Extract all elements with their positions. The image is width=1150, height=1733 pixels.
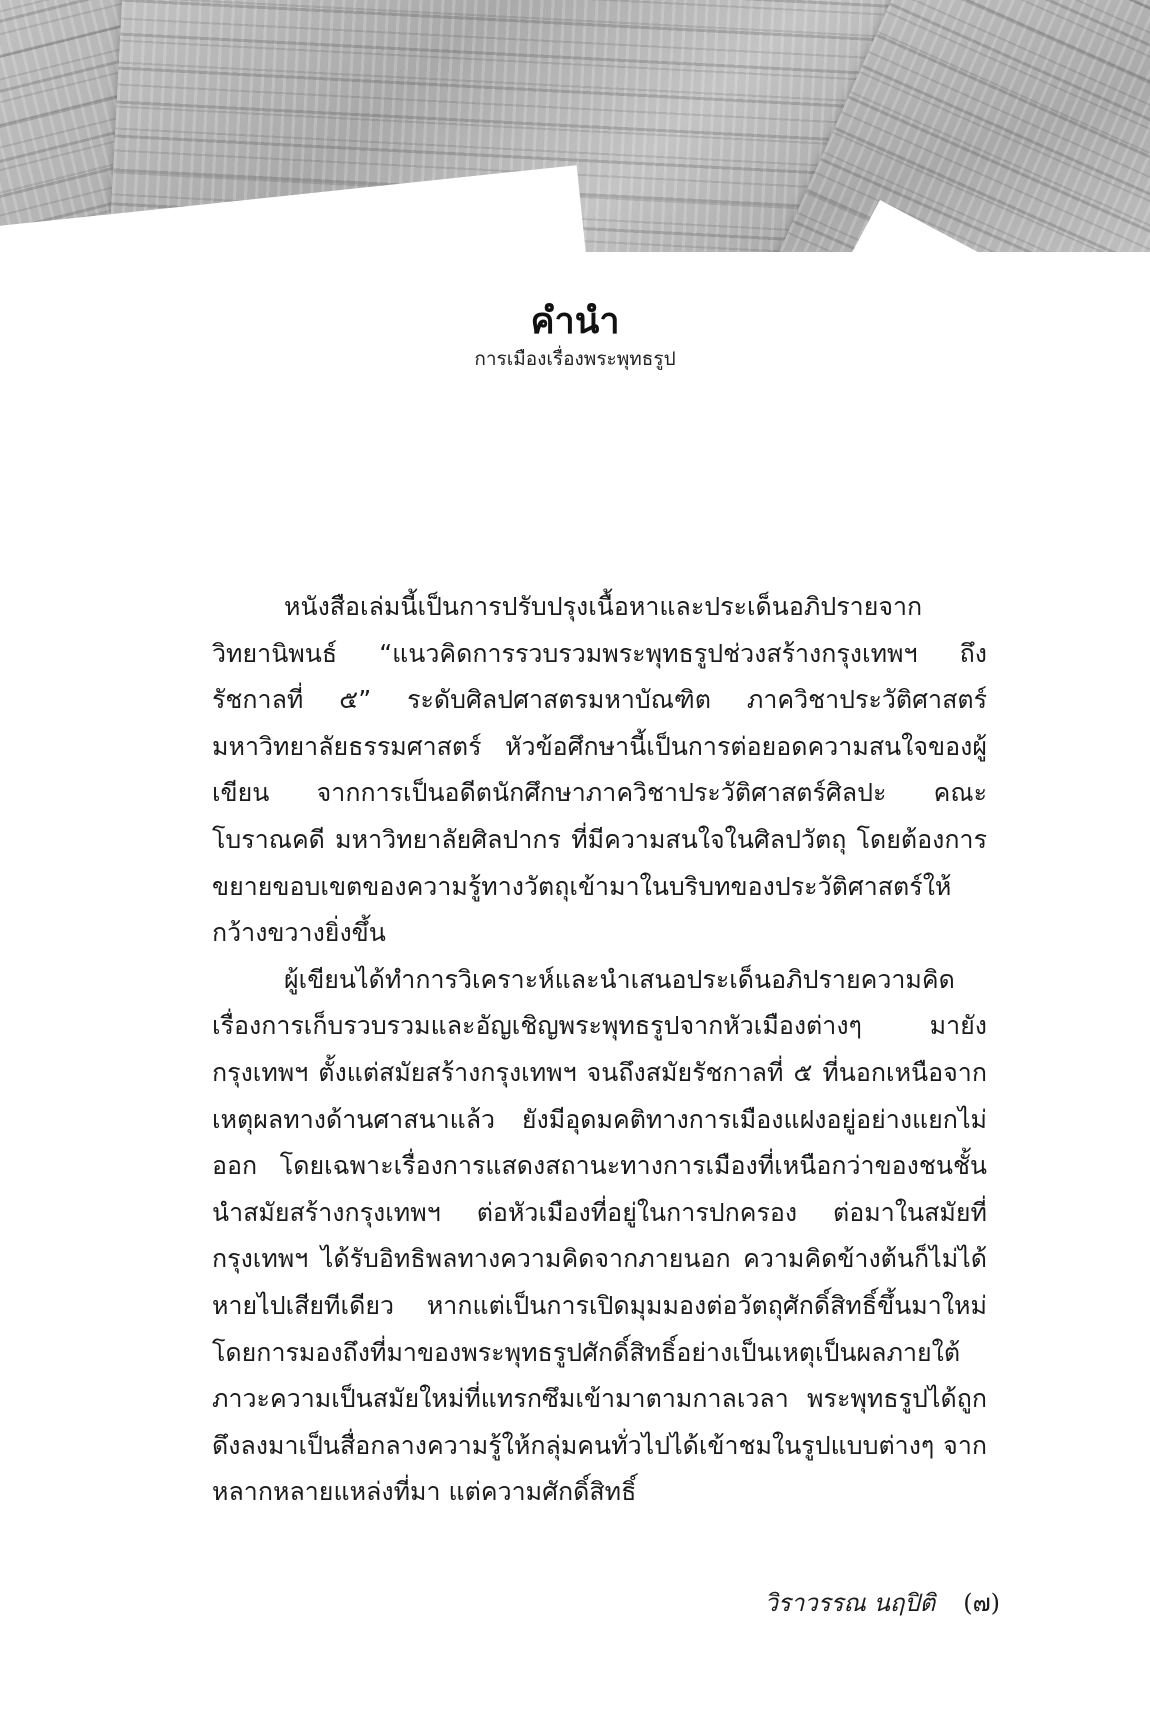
footer-author: วิราวรรณ นฤปิติ <box>764 1589 936 1617</box>
page-subtitle: การเมืองเรื่องพระพุทธรูป <box>474 348 676 370</box>
page-title: คำนำ <box>530 301 620 342</box>
body-text <box>212 584 987 1516</box>
paragraph: หนังสือเล่มนี้เป็นการปรับปรุงเนื้อหาและประเด็นอภิปรายจากวิทยานิพนธ์ “แนวคิดการรวบรวมพระพุทธรูปช่วงสร้างกรุงเทพฯ ถึงรัชกาลที่ ๕” ระดับศิลปศาสตรมหาบัณฑิต ภาควิชาประวัติศาสตร์ มหาวิทยาลัยธรรมศาสตร์ หัวข้อศึกษานี้เป็นการต่อยอดความสนใจของผู้เขียน จากการเป็นอดีตนักศึกษาภาควิชาประวัติศาสตร์ศิลปะ คณะโบราณคดี มหาวิทยาลัยศิลปากร ที่มีความสนใจในศิลปวัตถุ โดยต้องการขยายขอบเขตของความรู้ทางวัตถุเข้ามาในบริบทของประวัติศาสตร์ให้กว้างขวางยิ่งขึ้น <box>212 592 987 948</box>
page-number: (๗) <box>963 1589 1000 1617</box>
paragraph: ผู้เขียนได้ทำการวิเคราะห์และนำเสนอประเด็นอภิปรายความคิดเรื่องการเก็บรวบรวมและอัญเชิญพระพุทธรูปจากหัวเมืองต่างๆ มายังกรุงเทพฯ ตั้งแต่สมัยสร้างกรุงเทพฯ จนถึงสมัยรัชกาลที่ ๕ ที่นอกเหนือจากเหตุผลทางด้านศาสนาแล้ว ยังมีอุดมคติทางการเมืองแฝงอยู่อย่างแยกไม่ออก โดยเฉพาะเรื่องการแสดงสถานะทางการเมืองที่เหนือกว่าของชนชั้นนำสมัยสร้างกรุงเทพฯ ต่อหัวเมืองที่อยู่ในการปกครอง ต่อมาในสมัยที่กรุงเทพฯ ได้รับอิทธิพลทางความคิดจากภายนอก ความคิดข้างต้นก็ไม่ได้หายไปเสียทีเดียว หากแต่เป็นการเปิดมุมมองต่อวัตถุศักดิ์สิทธิ์ขึ้นมาใหม่ โดยการมองถึงที่มาของพระพุทธรูปศักดิ์สิทธิ์อย่างเป็นเหตุเป็นผลภายใต้ภาวะความเป็นสมัยใหม่ที่แทรกซึมเข้ามาตามกาลเวลา พระพุทธรูปได้ถูกดึงลงมาเป็นสื่อกลางความรู้ให้กลุ่มคนทั่วไปได้เข้าชมในรูปแบบต่างๆ จากหลากหลายแหล่งที่มา แต่ความศักดิ์สิทธิ์ <box>212 964 987 1507</box>
page-footer <box>764 1583 1000 1622</box>
